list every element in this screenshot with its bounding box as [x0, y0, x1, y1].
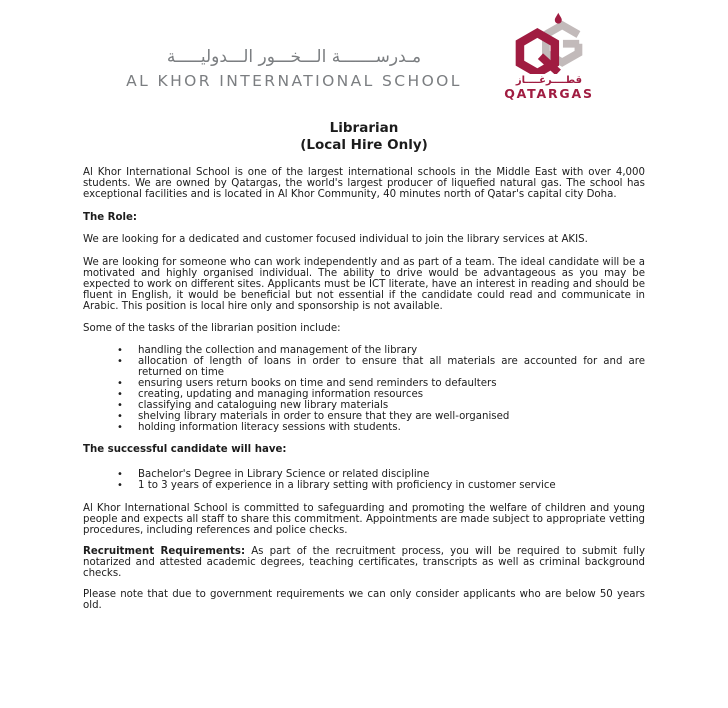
list-item: • creating, updating and managing information resources	[83, 389, 645, 400]
list-item: • shelving library materials in order to ensure that they are well-organised	[83, 411, 645, 422]
safeguarding-paragraph: Al Khor International School is committed to safeguarding and promoting the welfare of children and young people and expects all staff to share this commitment. Appointments are made subject to appropriate vetting procedures, including references and police checks.	[83, 503, 645, 536]
role-heading: The Role:	[83, 212, 137, 223]
list-item: • handling the collection and management of the library	[83, 345, 645, 356]
school-name-english: AL KHOR INTERNATIONAL SCHOOL	[126, 72, 462, 90]
recruitment-label: Recruitment Requirements:	[83, 546, 246, 557]
school-logo	[98, 44, 490, 91]
qualifications-list	[83, 469, 645, 491]
list-item: • 1 to 3 years of experience in a library setting with proficiency in customer service	[83, 480, 645, 491]
list-item: • Bachelor's Degree in Library Science or related discipline	[83, 469, 645, 480]
age-note-paragraph: Please note that due to government requirements we can only consider applicants who are below 50 years old.	[83, 589, 645, 611]
job-posting	[83, 120, 645, 611]
list-item: • classifying and cataloguing new library materials	[83, 400, 645, 411]
qatargas-name-english: QATARGAS	[504, 86, 594, 101]
job-subtitle: (Local Hire Only)	[300, 137, 428, 153]
qatargas-name-arabic: قطــــرغــــاز	[515, 75, 583, 86]
qatargas-monogram-icon	[505, 12, 593, 74]
intro-paragraph: Al Khor International School is one of the largest international schools in the Middle East with over 4,000 students. We are owned by Qatargas, the world's largest producer of liquefied natural gas. The school has exceptional facilities and is located in Al Khor Community, 40 minutes north of Qatar's capital city Doha.	[83, 167, 645, 200]
list-item: • holding information literacy sessions with students.	[83, 422, 645, 433]
role-paragraph-2: We are looking for someone who can work independently and as part of a team. The ideal candidate will be a motivated and highly organised individual. The ability to drive would be advantageous as you may be expected to work on different sites. Applicants must be ICT literate, have an interest in reading and should be fluent in English, it would be beneficial but not essential if the candidate could read and communicate in Arabic. This position is local hire only and sponsorship is not available.	[83, 257, 645, 312]
list-item: • ensuring users return books on time and send reminders to defaulters	[83, 378, 645, 389]
list-item: • allocation of length of loans in order to ensure that all materials are accounted for and are returned on time	[83, 356, 645, 378]
candidate-heading: The successful candidate will have:	[83, 444, 287, 455]
recruitment-paragraph	[83, 546, 645, 579]
role-paragraph-1: We are looking for a dedicated and customer focused individual to join the library services at AKIS.	[83, 234, 588, 245]
job-title: Librarian	[329, 120, 399, 136]
tasks-list	[83, 345, 645, 433]
recruitment-text: As part of the recruitment process, you will be required to submit fully notarized and attested academic degrees, teaching certificates, transcripts as well as criminal background checks.	[83, 546, 645, 579]
qatargas-logo	[496, 12, 602, 100]
school-name-arabic: مـدرســـــــة الـــخـــور الـــدوليـــــة	[166, 47, 422, 67]
tasks-intro: Some of the tasks of the librarian position include:	[83, 323, 341, 334]
